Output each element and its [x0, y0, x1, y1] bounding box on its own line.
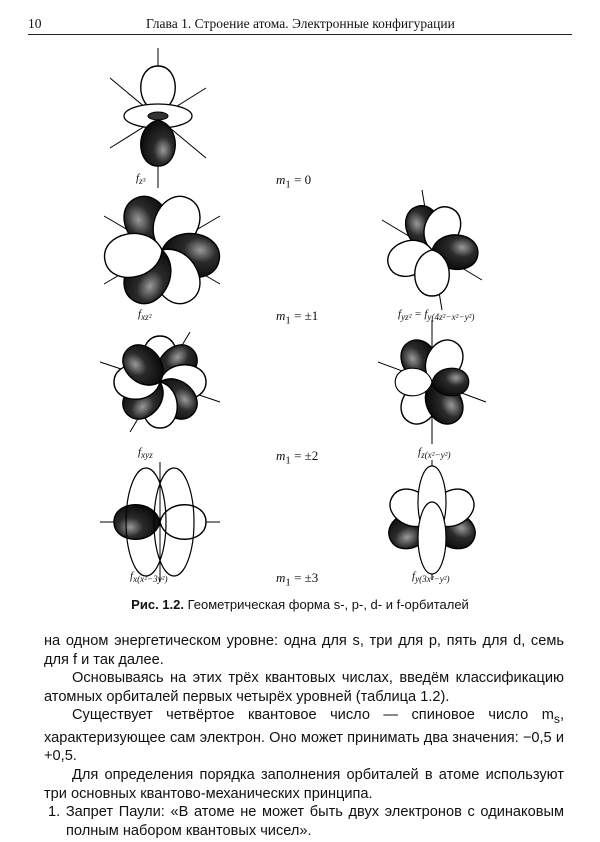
m-label-3: $m_1 = \pm 3$ — [276, 570, 319, 589]
label-fzx2y2: $f_{z(x^2-y^2)}$ — [418, 446, 451, 461]
orbital-fz3 — [110, 48, 206, 188]
label-fz3: $f_{z^3}$ — [136, 172, 146, 187]
m-label-0: $m_1 = 0$ — [276, 172, 312, 191]
label-fy3x2y2: $f_{y(3x^2-y^2)}$ — [412, 570, 450, 585]
m-label-2: $m_1 = \pm 2$ — [276, 448, 319, 467]
orbital-fyz2 — [382, 190, 482, 310]
body-text — [44, 632, 564, 840]
paragraph-2: Основываясь на этих трёх квантовых числах, введём классификацию атомных орбиталей первых четырёх уровней (таблица 1.2). — [44, 670, 564, 705]
orbital-fxx23y2 — [100, 462, 220, 585]
page-number: 10 — [28, 16, 42, 31]
label-fxz2: $f_{xz^2}$ — [138, 308, 152, 323]
orbital-fy3x2y2 — [383, 460, 481, 580]
label-fxyz: $f_{xyz}$ — [138, 446, 153, 461]
caption-label: Рис. 1.2. — [131, 597, 184, 612]
paragraph-3: Существует четвёртое квантовое число — спиновое число $m_s$, характеризующее сам электрон. Оно может принимать два значения: −0,5 и +0,5. — [44, 707, 564, 765]
m-label-1: $m_1 = \pm 1$ — [276, 308, 319, 327]
label-fxx23y2: $f_{x(x^2-3y^2)}$ — [130, 570, 168, 585]
running-title: Глава 1. Строение атома. Электронные конфигурации — [146, 16, 455, 31]
paragraph-4: Для определения порядка заполнения орбиталей в атоме используют три основных квантово-механических принципа. — [44, 767, 564, 802]
orbital-fxz2 — [101, 189, 223, 312]
orbital-fxyz — [100, 332, 220, 432]
list-item-1: 1. Запрет Паули: «В атоме не может быть двух электронов с одинаковым полным набором квантовых чисел». — [48, 804, 564, 839]
caption-text: Геометрическая форма s-, p-, d- и f-орбиталей — [187, 597, 469, 612]
label-fyz2: $f_{yz^2} = f_{y(4z^2-x^2-y^2)}$ — [398, 308, 475, 323]
orbital-fzx2y2 — [378, 320, 486, 444]
figure-caption — [0, 597, 600, 612]
paragraph-1: на одном энергетическом уровне: одна для s, три для p, пять для d, семь для f и так далее. — [44, 633, 564, 668]
